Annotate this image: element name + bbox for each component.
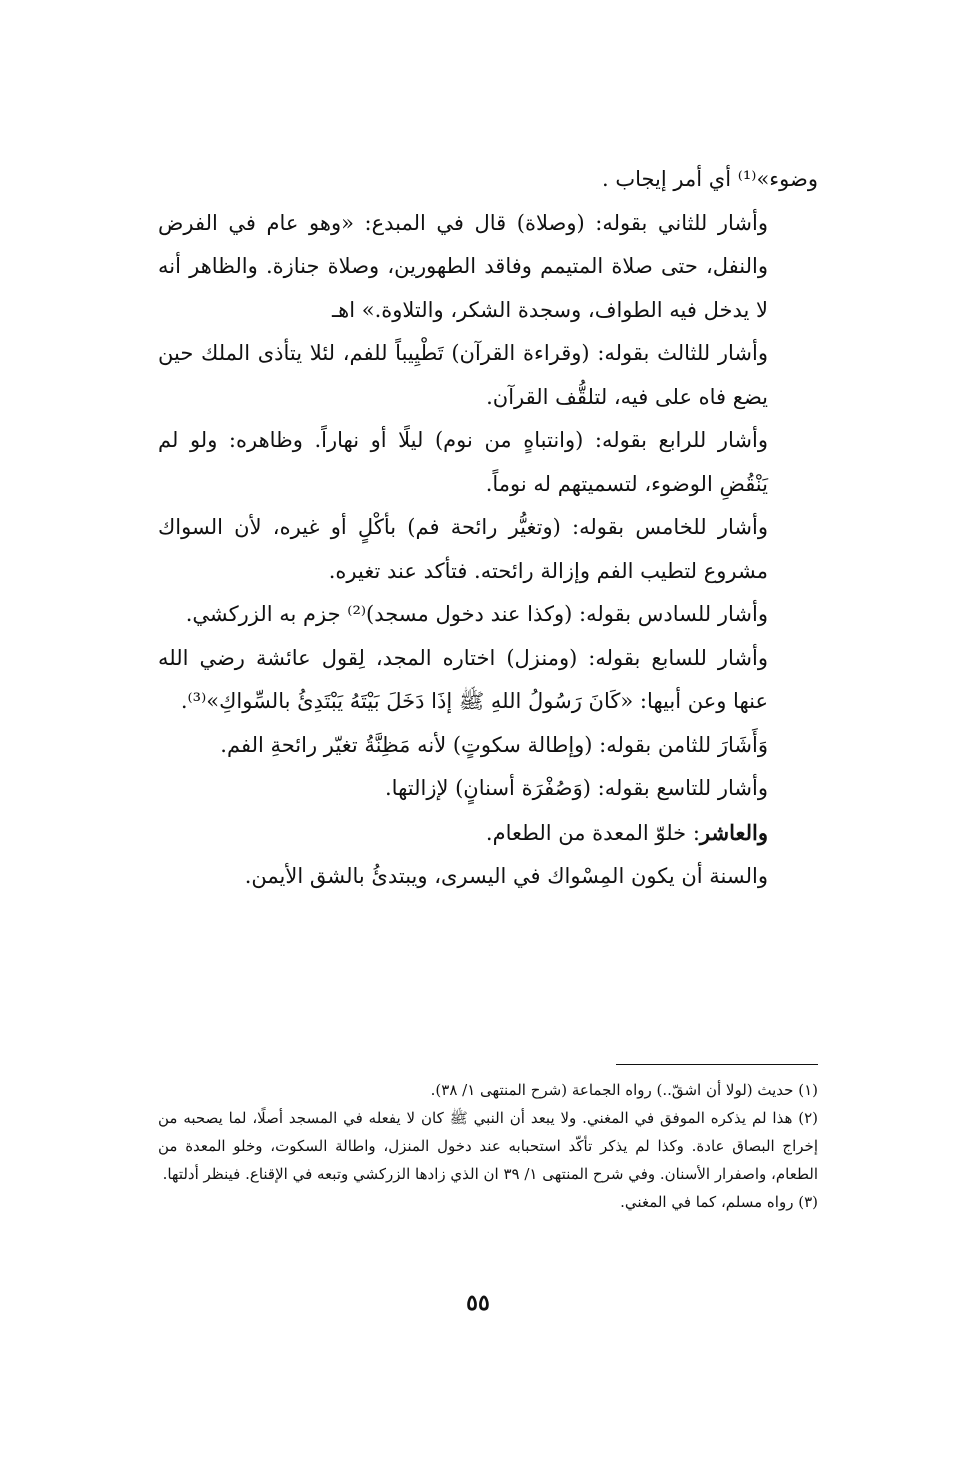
paragraph-8: وَأَشَارَ للثامن بقوله: (وإطالة سكوتٍ) لأنه مَظِنَّةُ تغيّر رائحةِ الفم. — [220, 732, 768, 757]
footnote-1: (١) حديث (لولا أن اشقّ..) رواه الجماعة (شرح المنتهى ١/ ٣٨). — [430, 1081, 818, 1099]
paragraph-1: وضوء»⁽¹⁾ أي أمر إيجاب . — [601, 167, 818, 191]
footnotes — [158, 1076, 818, 1216]
body-text — [158, 158, 818, 899]
paragraph-2: وأشار للثاني بقوله: (وصلاة) قال في المبدع: «وهو عام في الفرض والنفل، حتى صلاة المتيمم وفاقد الطهورين، وصلاة جنازة. والظاهر أنه لا يدخل فيه الطواف، وسجدة الشكر، والتلاوة.» اهـ — [158, 210, 768, 322]
paragraph-3: وأشار للثالث بقوله: (وقراءة القرآن) تَطْيِيباً للفم، لئلا يتأذى الملك حين يضع فاه على فيه، لتلقُّف القرآن. — [158, 341, 768, 409]
paragraph-10: والعاشر: خلوّ المعدة من الطعام. — [485, 819, 768, 845]
footnote-3: (٣) رواه مسلم، كما في المغني. — [620, 1193, 818, 1211]
paragraph-10-lead: والعاشر — [699, 819, 768, 845]
footnote-divider — [616, 1064, 818, 1065]
footnote-2: (٢) هذا لم يذكره الموفق في المغني. ولا يبعد أن النبي ﷺ كان لا يفعله في المسجد أصلًا، لما يصحبه من إخراج البصاق عادة. وكذا لم يذكر تأكّد استحبابه عند دخول المنزل، واطالة السكوت، وخلو المعدة من الطعام، واصفرار الأسنان. وفي شرح المنتهى ١/ ٣٩ ان الذي زادها الزركشي وتبعه في الإقناع. فينظر أدلتها. — [158, 1109, 818, 1183]
paragraph-9: وأشار للتاسع بقوله: (وَصُفْرَة أسنانٍ) لإزالتها. — [385, 776, 768, 800]
paragraph-6: وأشار للسادس بقوله: (وكذا عند دخول مسجد)⁽²⁾ جزم به الزركشي. — [185, 602, 768, 626]
paragraph-5: وأشار للخامس بقوله: (وتغيُّر رائحة فم) بأكْلٍ أو غيره، لأن السواك مشروع لتطيب الفم وإزالة رائحته. فتأكد عند تغيره. — [158, 515, 768, 583]
paragraph-7: وأشار للسابع بقوله: (ومنزل) اختاره المجد، لِقول عائشة رضي الله عنها وعن أبيها: «كَانَ رَسُولُ اللهِ ﷺ إذَا دَخَلَ بَيْتَهُ يَبْتَدِئُ بالسِّواكِ»⁽³⁾. — [158, 645, 768, 713]
page-number: ٥٥ — [466, 1290, 490, 1316]
paragraph-11: والسنة أن يكون المِسْواك في اليسرى، ويبتدئُ بالشق الأيمن. — [244, 864, 768, 888]
paragraph-4: وأشار للرابع بقوله: (وانتباهٍ من نوم) ليلًا أو نهاراً. وظاهره: ولو لم يَنْقُضِ الوضوء، لتسميتهم له نوماً. — [158, 428, 768, 496]
